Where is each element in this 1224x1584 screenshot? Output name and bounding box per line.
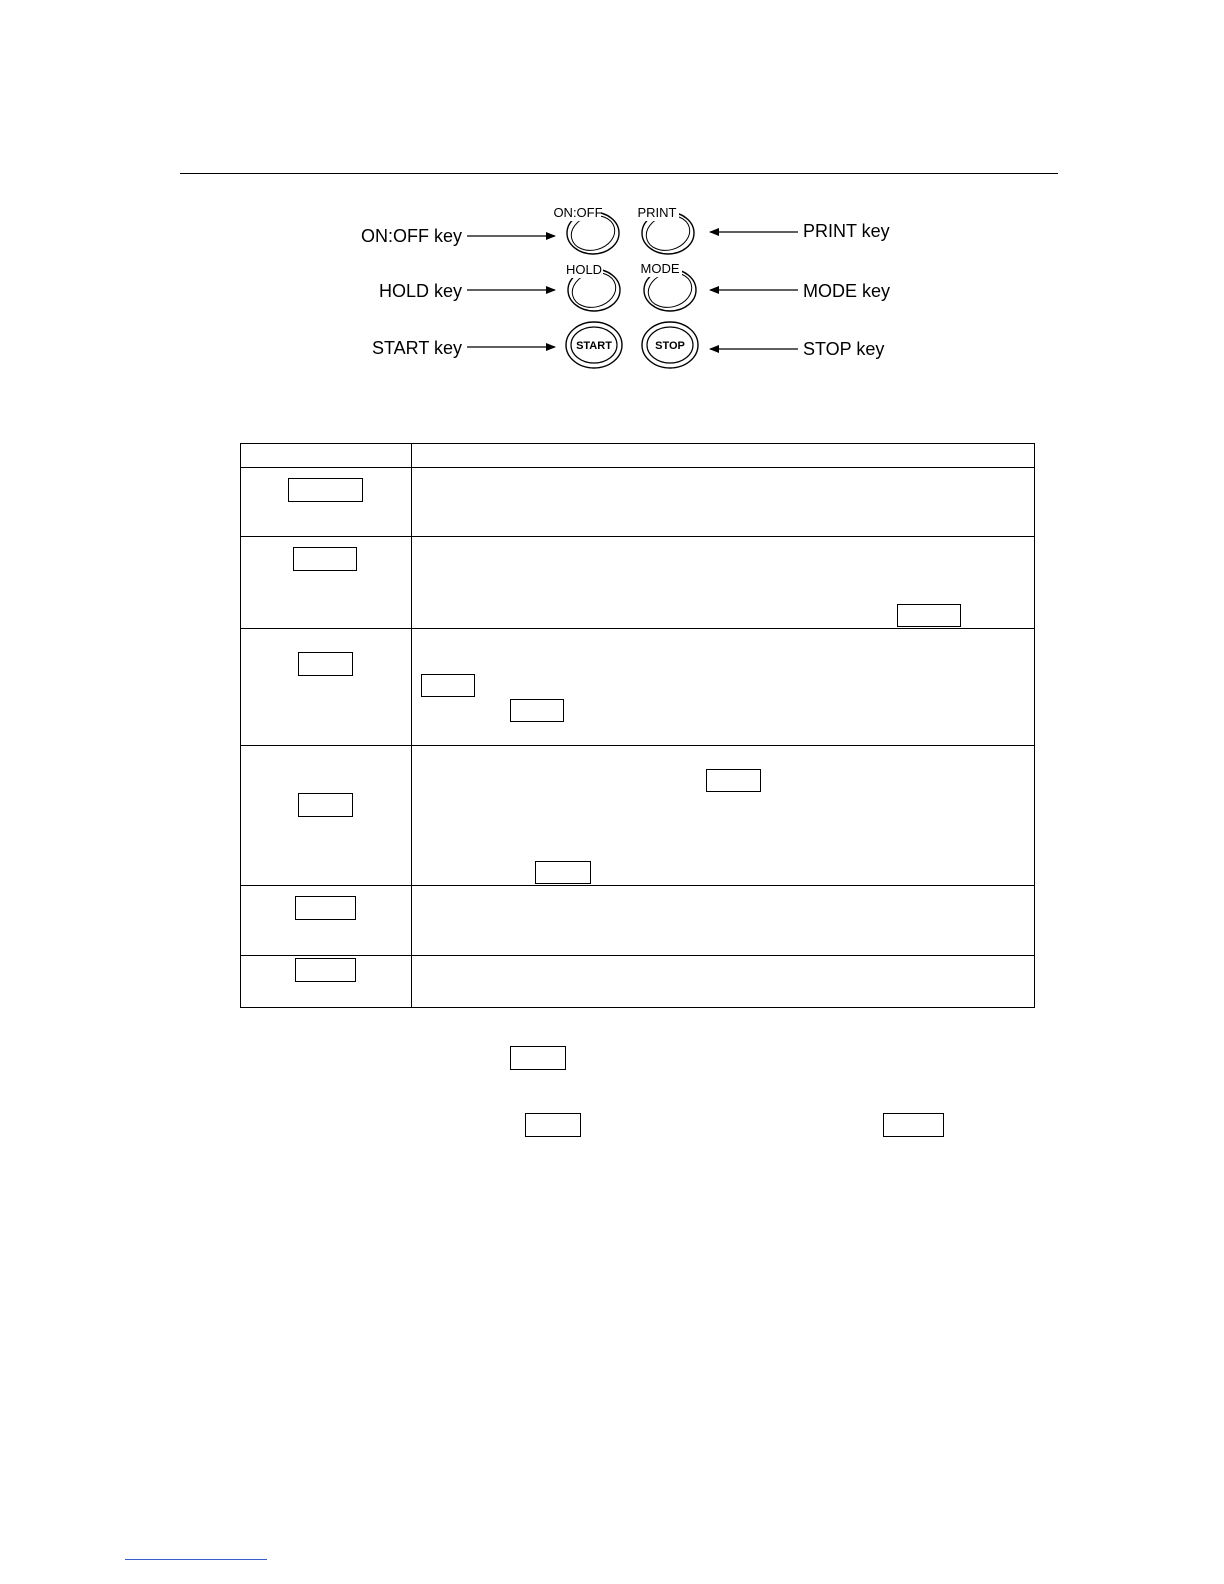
start-key-icon bbox=[566, 322, 622, 368]
inline-key-box bbox=[883, 1113, 944, 1137]
stop-key-label: STOP key bbox=[803, 339, 885, 359]
print-key-box bbox=[293, 547, 357, 571]
mode-key-icon bbox=[640, 261, 696, 312]
print-key-caption: PRINT bbox=[637, 205, 677, 220]
mode-key-box bbox=[298, 793, 353, 817]
inline-key-box bbox=[525, 1113, 581, 1137]
table-row bbox=[240, 629, 1035, 746]
inline-key-box bbox=[897, 604, 961, 627]
key-drawing bbox=[0, 0, 1224, 400]
inline-key-box bbox=[421, 674, 475, 697]
print-key-label: PRINT key bbox=[803, 221, 890, 241]
print-key-icon bbox=[637, 205, 694, 255]
inline-key-box bbox=[535, 861, 591, 884]
key-panel-diagram bbox=[0, 0, 1224, 400]
start-key-caption: START bbox=[576, 340, 612, 352]
table-row bbox=[240, 886, 1035, 956]
inline-key-box bbox=[706, 769, 761, 792]
hold-key-box bbox=[298, 652, 353, 676]
hold-key-caption: HOLD bbox=[565, 262, 603, 277]
start-key-box bbox=[295, 896, 356, 920]
stop-key-caption: STOP bbox=[655, 340, 685, 352]
hold-key-icon bbox=[565, 262, 620, 312]
start-key-label: START key bbox=[371, 338, 462, 358]
onoff-key-label: ON:OFF key bbox=[360, 226, 462, 246]
onoff-key-box bbox=[288, 478, 363, 502]
inline-key-box bbox=[510, 1046, 566, 1070]
inline-key-box bbox=[510, 699, 564, 722]
onoff-key-caption: ON:OFF bbox=[553, 205, 603, 220]
key-function-table bbox=[240, 443, 1035, 1008]
stop-key-icon bbox=[642, 322, 698, 368]
onoff-key-icon bbox=[553, 205, 619, 255]
mode-key-caption: MODE bbox=[640, 261, 680, 276]
mode-key-label: MODE key bbox=[803, 281, 891, 301]
hold-key-label: HOLD key bbox=[378, 281, 462, 301]
table-header-row bbox=[240, 443, 1035, 468]
footnote-rule bbox=[125, 1559, 267, 1560]
table-row bbox=[240, 746, 1035, 886]
stop-key-box bbox=[295, 958, 356, 982]
